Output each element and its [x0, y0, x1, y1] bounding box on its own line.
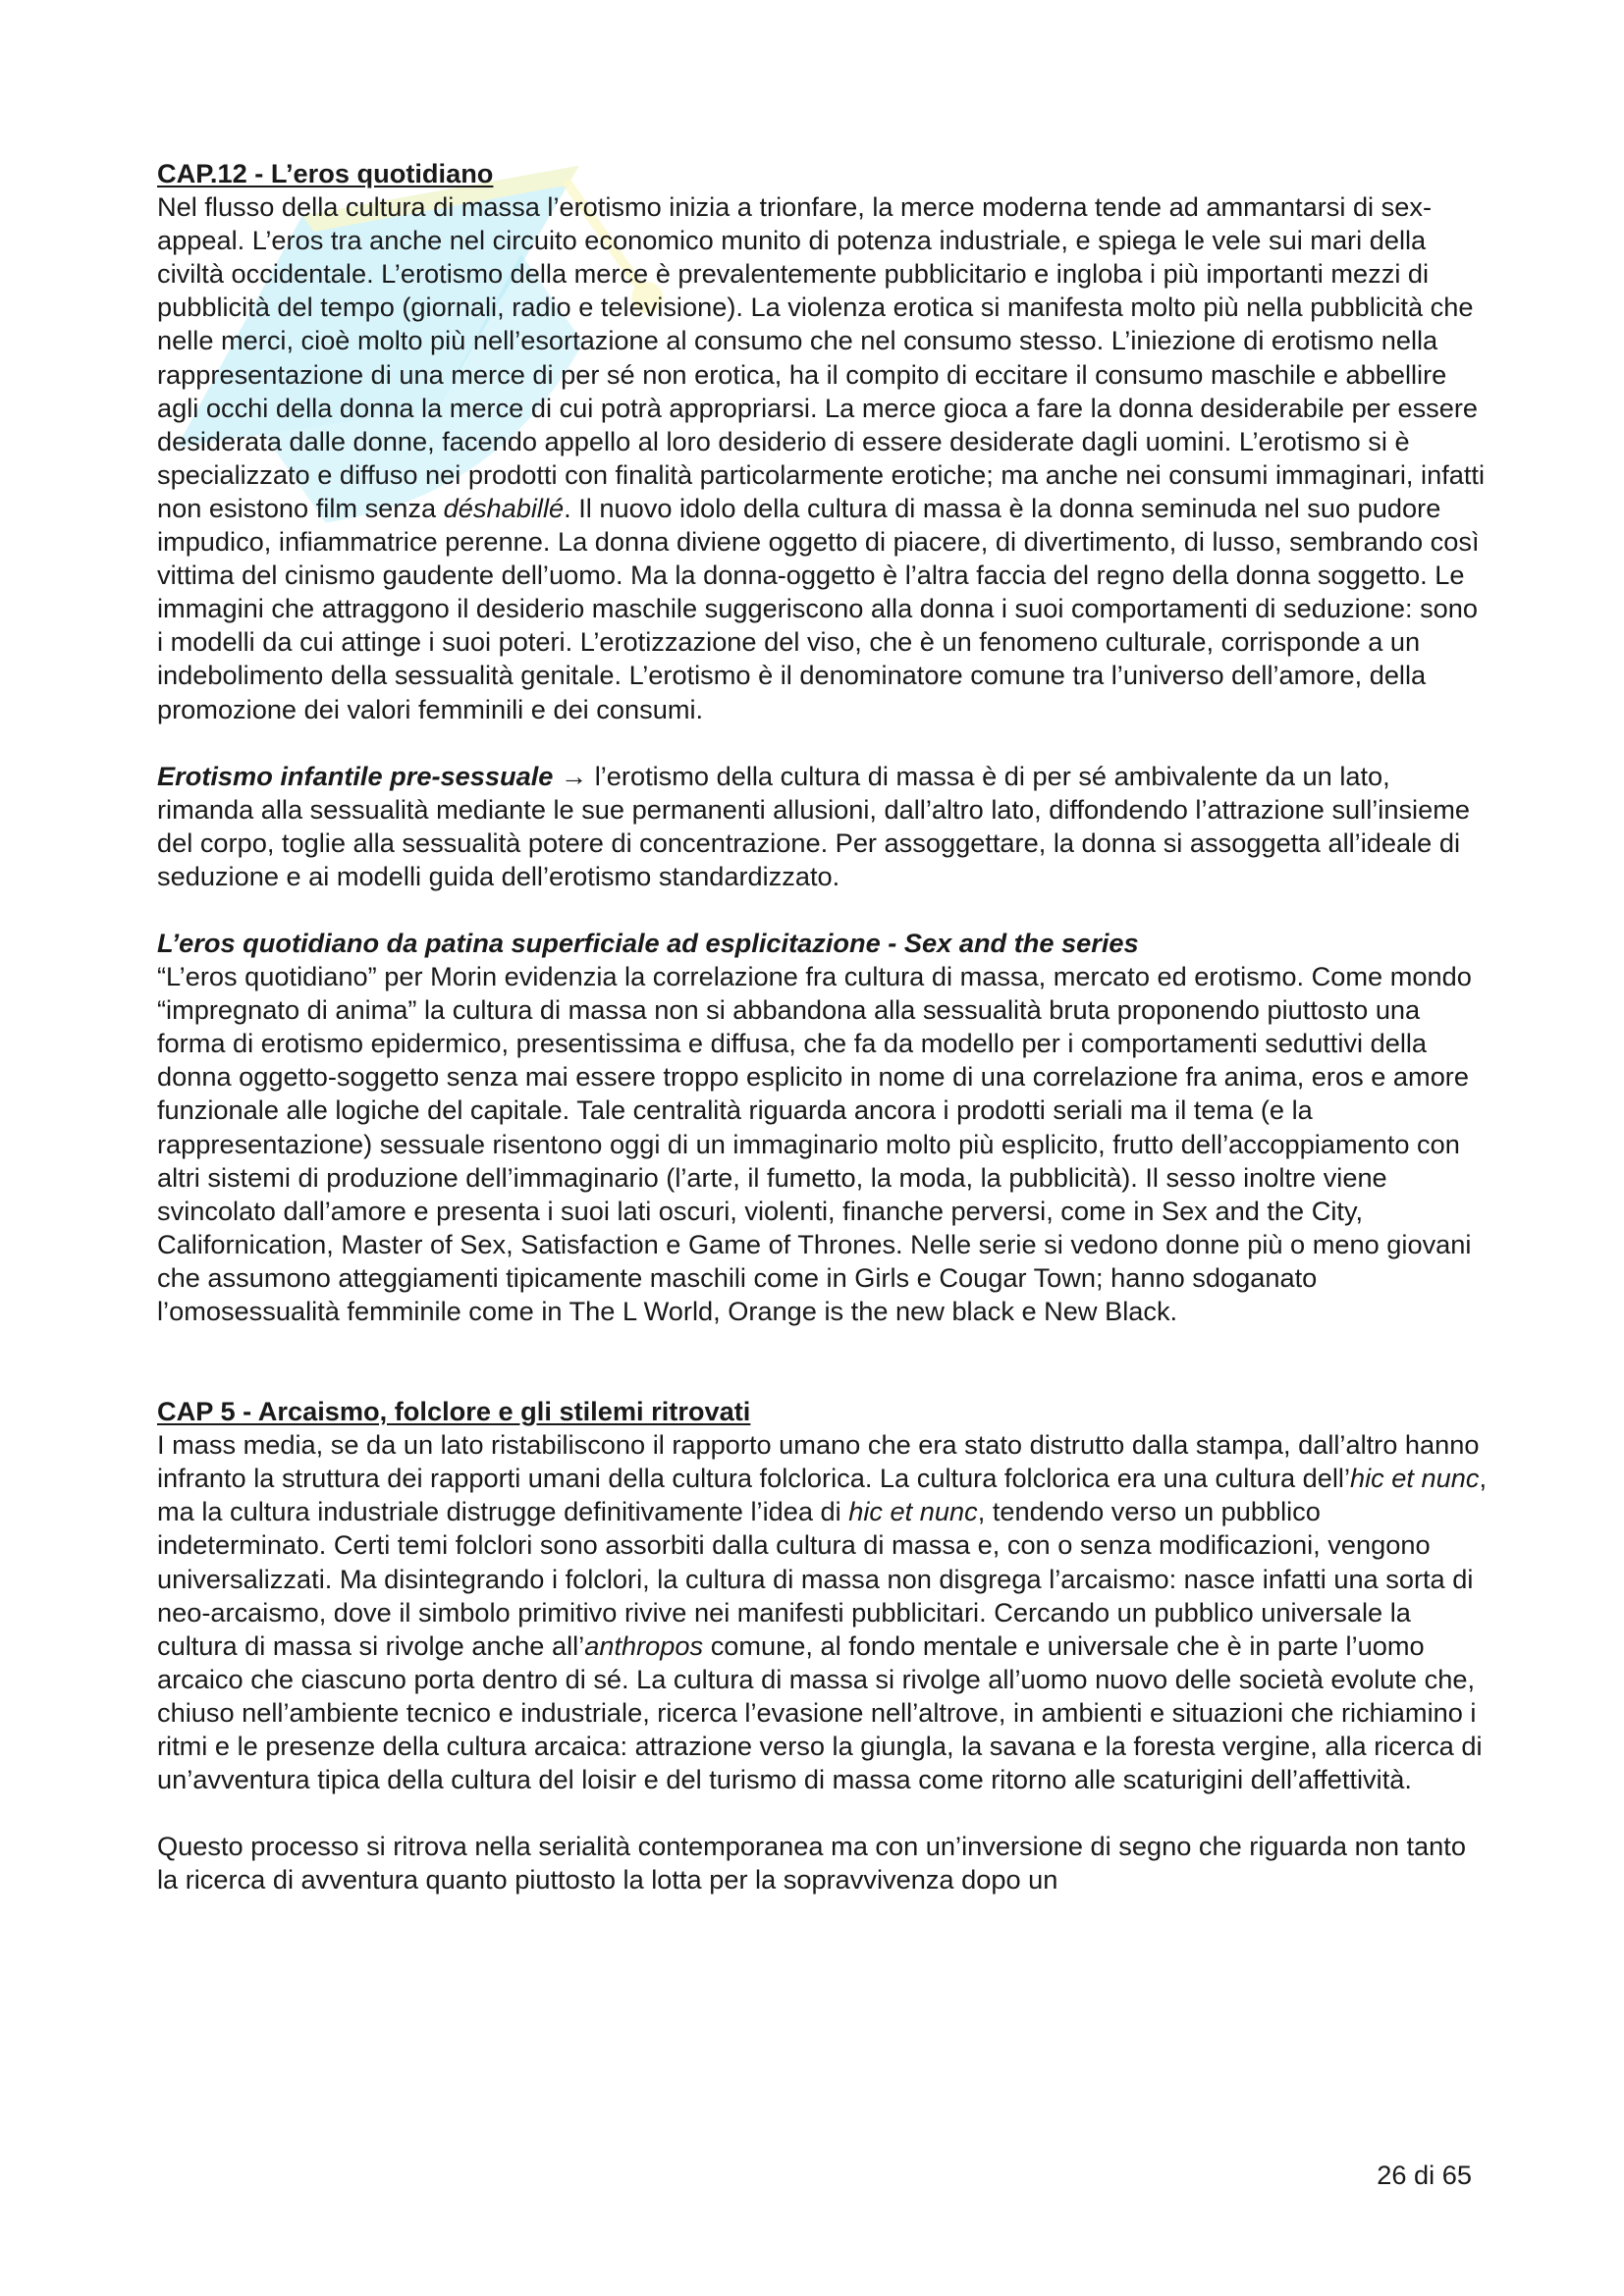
chapter-5-section	[157, 1395, 1489, 1896]
text-run: I mass media, se da un lato ristabiliscono il rapporto umano che era stato distrutto dalla stampa, dall’altro hanno infranto la struttura dei rapporti umani della cultura folclorica. La cultura folclorica era una cultura dell’	[157, 1429, 1480, 1494]
text-run: → l’erotismo della cultura di massa è di per sé ambivalente da un lato, rimanda alla sessualità mediante le sue permanenti allusioni, dall’altro lato, diffondendo l’attrazione sull’insieme del corpo, toglie alla sessualità potere di concentrazione. Per assoggettare, la donna si assoggetta all’ideale di seduzione e ai modelli guida dell’erotismo standardizzato.	[157, 760, 1470, 891]
chapter-5-paragraph-1	[157, 1428, 1489, 1796]
text-run: , ma la cultura industriale distrugge definitivamente l’idea di	[157, 1463, 1488, 1527]
text-run: . Il nuovo idolo della cultura di massa è la donna seminuda nel suo pudore impudico, infiammatrice perenne. La donna diviene oggetto di piacere, di divertimento, di lusso, sembrando così vittima del cinismo gaudente dell’uomo. Ma la donna-oggetto è l’altra faccia del regno della donna soggetto. Le immagini che attraggono il desiderio maschile suggeriscono alla donna i suoi comportamenti di seduzione: sono i modelli da cui attinge i suoi poteri. L’erotizzazione del viso, che è un fenomeno culturale, corrisponde a un indebolimento della sessualità genitale. L’erotismo è il denominatore comune tra l’universo dell’amore, della promozione dei valori femminili e dei consumi.	[157, 492, 1480, 724]
chapter-12-section	[157, 157, 1489, 1328]
chapter-12-subsection-text: “L’eros quotidiano” per Morin evidenzia la correlazione fra cultura di massa, mercato ed erotismo. Come mondo “impregnato di anima” la cultura di massa non si abbandona alla sessualità bruta proponendo piuttosto una forma di erotismo epidermico, presentissima e diffusa, che fa da modello per i comportamenti seduttivi della donna oggetto-soggetto senza mai essere troppo esplicito in nome di una correlazione fra anima, eros e amore funzionale alle logiche del capitale. Tale centralità riguarda ancora i prodotti seriali ma il tema (e la rappresentazione) sessuale risentono oggi di un immaginario molto più esplicito, frutto dell’accoppiamento con altri sistemi di produzione dell’immaginario (l’arte, il fumetto, la moda, la pubblicità). Il sesso inoltre viene svincolato dall’amore e presenta i suoi lati oscuri, violenti, finanche perversi, come in Sex and the City, Californication, Master of Sex, Satisfaction e Game of Thrones. Nelle serie si vedono donne più o meno giovani che assumono atteggiamenti tipicamente maschili come in Girls e Cougar Town; hanno sdoganato l’omosessualità femminile come in The L World, Orange is the new black e New Black.	[157, 961, 1472, 1326]
text-run: hic et nunc	[848, 1496, 978, 1527]
chapter-12-subsection-title: L’eros quotidiano da patina superficiale ad esplicitazione - Sex and the series	[157, 927, 1139, 958]
text-run: anthropos	[584, 1629, 704, 1661]
text-run: Erotismo infantile pre-sessuale	[157, 760, 554, 791]
text-run: Nel flusso della cultura di massa l’erotismo inizia a trionfare, la merce moderna tende ad ammantarsi di sex-appeal. L’eros tra anche nel circuito economico munito di potenza industriale, e spiega le vele sui mari della civiltà occidentale. L’erotismo della merce è prevalentemente pubblicitario e ingloba i più importanti mezzi di pubblicità del tempo (giornali, radio e televisione). La violenza erotica si manifesta molto più nella pubblicità che nelle merci, cioè molto più nell’esortazione al consumo che nel consumo stesso. L’iniezione di erotismo nella rappresentazione di una merce di per sé non erotica, ha il compito di eccitare il consumo maschile e abbellire agli occhi della donna la merce di cui potrà appropriarsi. La merce gioca a fare la donna desiderabile per essere desiderata dalle donne, facendo appello al loro desiderio di essere desiderate dagli uomini. L’erotismo si è specializzato e diffuso nei prodotti con finalità particolarmente erotiche; ma anche nei consumi immaginari, infatti non esistono film senza	[157, 191, 1486, 523]
document-page	[157, 157, 1489, 1896]
text-run: , tendendo verso un pubblico indeterminato. Certi temi folclori sono assorbiti dalla cultura di massa e, con o senza modificazioni, vengono universalizzati. Ma disintegrando i folclori, la cultura di massa non disgrega l’arcaismo: nasce infatti una sorta di neo-arcaismo, dove il simbolo primitivo rivive nei manifesti pubblicitari. Cercando un pubblico universale la cultura di massa si rivolge anche all’	[157, 1496, 1474, 1661]
chapter-12-paragraph-1	[157, 190, 1489, 726]
chapter-5-heading: CAP 5 - Arcaismo, folclore e gli stilemi ritrovati	[157, 1396, 751, 1427]
page-number: 26 di 65	[1377, 2160, 1472, 2190]
text-run: comune, al fondo mentale e universale che è in parte l’uomo arcaico che ciascuno porta dentro di sé. La cultura di massa si rivolge all’uomo nuovo delle società evolute che, chiuso nell’ambiente tecnico e industriale, ricerca l’evasione nell’altrove, in ambienti e situazioni che richiamino i ritmi e le presenze della cultura arcaica: attrazione verso la giungla, la savana e la foresta vergine, alla ricerca di un’avventura tipica della cultura del loisir e del turismo di massa come ritorno alle scaturigini dell’affettività.	[157, 1629, 1483, 1795]
text-run: déshabillé	[443, 492, 565, 523]
chapter-12-paragraph-2	[157, 760, 1489, 893]
text-run: Questo processo si ritrova nella serialità contemporanea ma con un’inversione di segno che riguarda non tanto la ricerca di avventura quanto piuttosto la lotta per la sopravvivenza dopo un	[157, 1831, 1466, 1896]
chapter-5-paragraph-2	[157, 1830, 1489, 1896]
chapter-12-heading: CAP.12 - L’eros quotidiano	[157, 158, 494, 188]
text-run: hic et nunc	[1350, 1463, 1480, 1494]
